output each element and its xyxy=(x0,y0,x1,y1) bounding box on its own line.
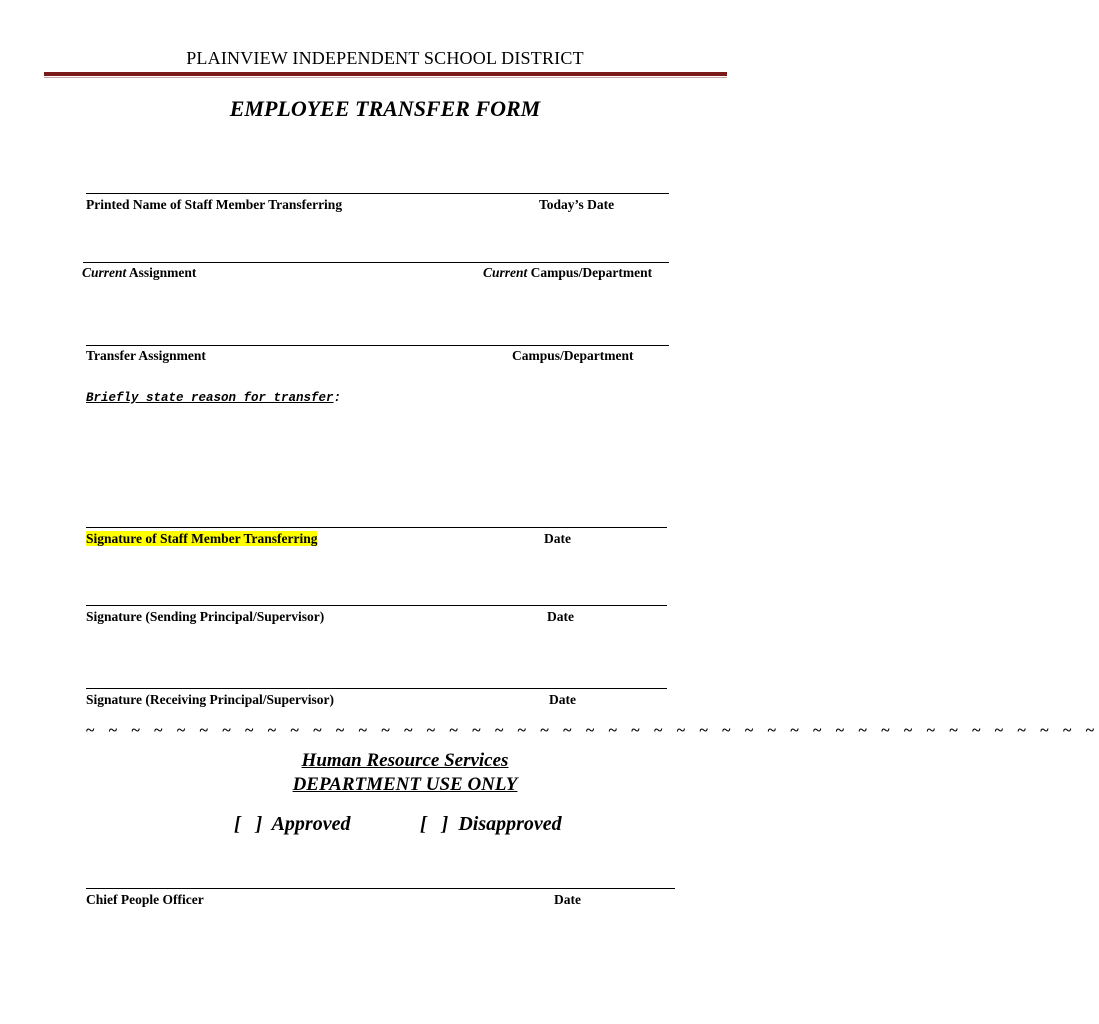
campus-department-label: Campus/Department xyxy=(512,348,634,363)
staff-signature-label xyxy=(86,531,317,547)
reason-label xyxy=(86,391,341,405)
disapproved-checkbox[interactable]: [ ] Disapproved xyxy=(420,813,562,835)
todays-date-label: Today’s Date xyxy=(539,197,615,212)
current-prefix: Current xyxy=(82,265,127,280)
printed-name-label: Printed Name of Staff Member Transferring xyxy=(86,197,343,212)
current-campus-text: Campus/Department xyxy=(527,265,653,280)
staff-signature-line[interactable] xyxy=(86,527,667,528)
officer-label: Chief People Officer xyxy=(86,892,204,907)
hr-title: Human Resource Services xyxy=(301,750,509,771)
header-rule xyxy=(44,72,727,76)
current-assignment-line[interactable] xyxy=(83,262,669,263)
reason-colon: : xyxy=(333,391,342,405)
sending-date-label: Date xyxy=(547,609,574,624)
receiving-signature-label: Signature (Receiving Principal/Supervisor) xyxy=(86,692,334,707)
sending-signature-label: Signature (Sending Principal/Supervisor) xyxy=(86,609,325,624)
receiving-signature-line[interactable] xyxy=(86,688,667,689)
hr-subtitle: DEPARTMENT USE ONLY xyxy=(292,774,518,795)
sending-signature-line[interactable] xyxy=(86,605,667,606)
current-campus-label xyxy=(483,265,652,281)
current-assignment-text: Assignment xyxy=(126,265,197,280)
approved-checkbox[interactable]: [ ] Approved xyxy=(234,813,351,835)
reason-text: Briefly state reason for transfer xyxy=(86,391,334,405)
staff-signature-date-label: Date xyxy=(544,531,571,546)
current-prefix-campus: Current xyxy=(483,265,528,280)
transfer-assignment-line[interactable] xyxy=(86,345,669,346)
form-title: EMPLOYEE TRANSFER FORM xyxy=(229,96,541,121)
transfer-assignment-label: Transfer Assignment xyxy=(86,348,206,363)
header-rule-thin xyxy=(44,77,727,78)
district-name: PLAINVIEW INDEPENDENT SCHOOL DISTRICT xyxy=(186,48,584,68)
officer-date-label: Date xyxy=(554,892,581,907)
current-assignment-label xyxy=(82,265,196,281)
tilde-divider: ~ ~ ~ ~ ~ ~ ~ ~ ~ ~ ~ ~ ~ ~ ~ ~ ~ ~ ~ ~ ~ ~ ~ ~ ~ ~ ~ ~ ~ ~ ~ ~ ~ ~ ~ ~ ~ ~ ~ ~ ~ ~ ~ ~ ~ xyxy=(86,722,1099,739)
staff-signature-text: Signature of Staff Member Transferring xyxy=(86,531,318,546)
receiving-date-label: Date xyxy=(549,692,576,707)
printed-name-line[interactable] xyxy=(86,193,669,194)
officer-signature-line[interactable] xyxy=(86,888,675,889)
